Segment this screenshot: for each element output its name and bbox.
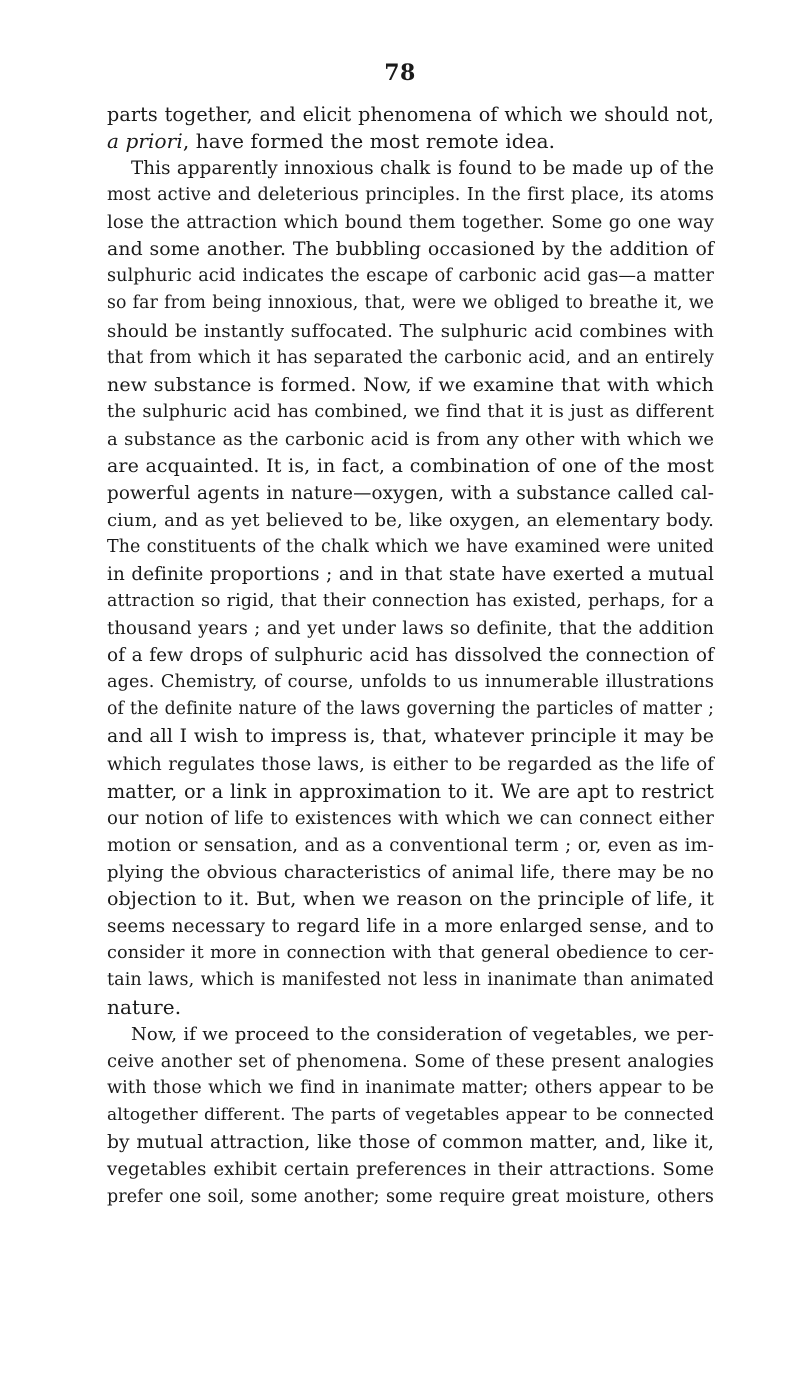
- text-line: lose the attraction which bound them together. Some go one way: [107, 212, 714, 234]
- text-line: The constituents of the chalk which we have examined were united: [107, 537, 714, 557]
- text-line: tain laws, which is manifested not less in inanimate than animated: [107, 970, 714, 990]
- text-line: nature.: [107, 995, 182, 1020]
- text-line: with those which we find in inanimate matter; others appear to be: [107, 1078, 714, 1099]
- text-line: and some another. The bubbling occasioned by the addition of: [107, 239, 714, 261]
- text-line: motion or sensation, and as a conventional term ; or, even as im-: [107, 834, 714, 856]
- text-line: so far from being innoxious, that, were we obliged to breathe it, we: [107, 293, 714, 314]
- page-number: 78: [384, 60, 416, 86]
- text-line: a substance as the carbonic acid is from any other with which we: [107, 428, 714, 450]
- text-line: in definite proportions ; and in that state have exerted a mutual: [107, 564, 714, 586]
- text-line: consider it more in connection with that general obedience to cer-: [107, 942, 714, 963]
- text-line: altogether different. The parts of vegetables appear to be connected: [107, 1105, 714, 1126]
- text-line: sulphuric acid indicates the escape of carbonic acid gas—a matter: [107, 266, 714, 287]
- text-line: ceive another set of phenomena. Some of these present analogies: [107, 1051, 714, 1073]
- text-line: attraction so rigid, that their connection has existed, perhaps, for a: [107, 591, 714, 612]
- text-line: vegetables exhibit certain preferences in their attractions. Some: [107, 1159, 714, 1181]
- text-line: new substance is formed. Now, if we examine that with which: [107, 373, 714, 396]
- text-line: a priori, have formed the most remote idea.: [107, 129, 556, 154]
- text-line: This apparently innoxious chalk is found to be made up of the: [131, 158, 714, 180]
- text-line: seems necessary to regard life in a more enlarged sense, and to: [107, 915, 714, 937]
- text-line: cium, and as yet believed to be, like oxygen, an elementary body.: [107, 509, 714, 531]
- text-line: Now, if we proceed to the consideration of vegetables, we per-: [131, 1024, 714, 1046]
- text-line: our notion of life to existences with which we can connect either: [107, 807, 714, 829]
- text-line: are acquainted. It is, in fact, a combination of one of the most: [107, 454, 714, 477]
- text-line: matter, or a link in approximation to it. We are apt to restrict: [107, 779, 714, 803]
- text-line: powerful agents in nature—oxygen, with a substance called cal-: [107, 482, 714, 504]
- text-line: parts together, and elicit phenomena of which we should not,: [107, 103, 714, 126]
- text-line: objection to it. But, when we reason on the principle of life, it: [107, 887, 714, 910]
- text-line: and all I wish to impress is, that, whatever principle it may be: [107, 725, 714, 748]
- text-line: should be instantly suffocated. The sulphuric acid combines with: [107, 320, 714, 342]
- text-line: ages. Chemistry, of course, unfolds to us innumerable illustrations: [107, 672, 714, 693]
- body-text: [107, 101, 714, 1211]
- text-line: of the definite nature of the laws governing the particles of matter ;: [107, 699, 714, 720]
- text-line: plying the obvious characteristics of animal life, there may be no: [107, 861, 714, 883]
- text-line: of a few drops of sulphuric acid has dissolved the connection of: [107, 645, 714, 667]
- text-line: most active and deleterious principles. In the first place, its atoms: [107, 185, 714, 206]
- text-line: the sulphuric acid has combined, we find that it is just as different: [107, 401, 714, 422]
- text-line: prefer one soil, some another; some require great moisture, others: [107, 1186, 714, 1207]
- text-line: that from which it has separated the carbonic acid, and an entirely: [107, 347, 714, 368]
- text-line: by mutual attraction, like those of common matter, and, like it,: [107, 1132, 714, 1154]
- text-line: which regulates those laws, is either to be regarded as the life of: [107, 753, 714, 775]
- text-line: thousand years ; and yet under laws so definite, that the addition: [107, 618, 714, 640]
